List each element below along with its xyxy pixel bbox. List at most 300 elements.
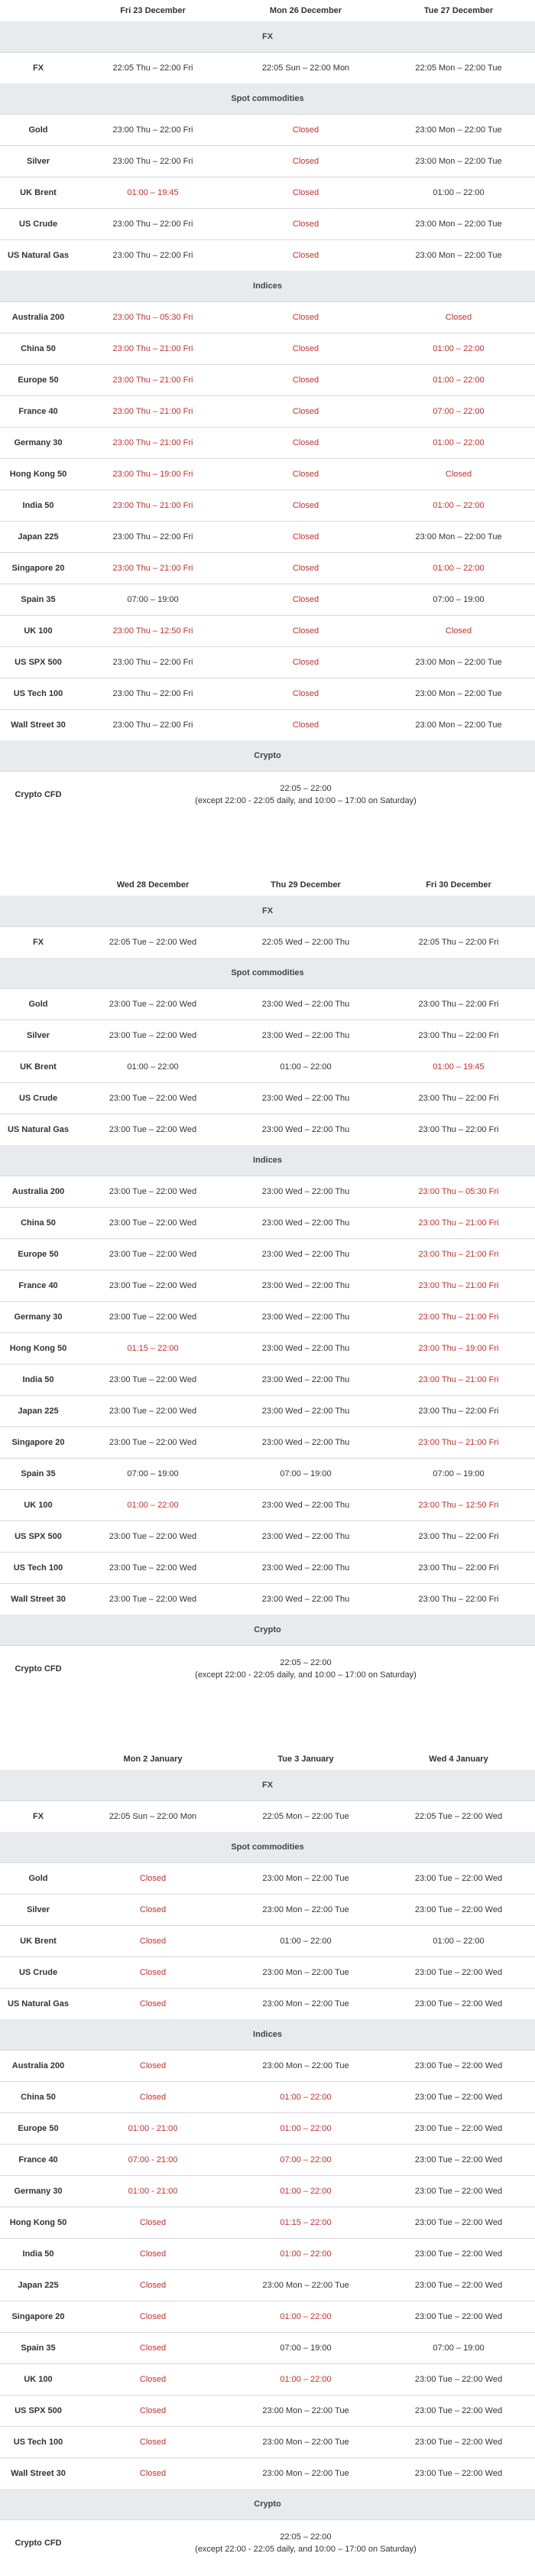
row-label: UK Brent [0,1926,76,1957]
table-row-australia-200 [0,2051,535,2082]
category-row-crypto [0,1615,535,1646]
table-row-singapore-20 [0,2301,535,2333]
row-label: Gold [0,115,76,146]
trading-hours: 23:00 Wed – 22:00 Thu [229,1553,382,1584]
trading-hours: 23:00 Tue – 22:00 Wed [382,2458,535,2490]
table-row-silver [0,1020,535,1052]
table-row-gold [0,1863,535,1895]
trading-hours-changed: Closed [229,584,382,616]
crypto-hours-main: 22:05 – 22:00 [280,1658,332,1667]
trading-hours: 23:00 Tue – 22:00 Wed [76,1364,229,1396]
trading-hours-changed: 23:00 Thu – 21:00 Fri [382,1302,535,1333]
trading-hours-changed: Closed [76,2333,229,2364]
row-label: Australia 200 [0,302,76,333]
table-row-europe-50 [0,365,535,396]
row-label: Wall Street 30 [0,710,76,741]
trading-hours-changed: Closed [229,710,382,741]
category-label: FX [0,1770,535,1801]
trading-hours-changed: 23:00 Thu – 21:00 Fri [76,396,229,428]
trading-hours-changed: Closed [76,2301,229,2333]
category-label: Indices [0,271,535,302]
trading-hours-changed: Closed [76,2270,229,2301]
trading-hours-changed: Closed [76,1926,229,1957]
trading-hours: 23:00 Tue – 22:00 Wed [76,1239,229,1270]
table-row-gold [0,989,535,1020]
trading-hours-changed: 01:00 – 22:00 [229,2176,382,2207]
trading-hours: 23:00 Tue – 22:00 Wed [76,1083,229,1114]
trading-hours-changed: 07:00 – 22:00 [382,396,535,428]
row-label: US Natural Gas [0,240,76,272]
row-label: Gold [0,1863,76,1895]
row-label: Spain 35 [0,1459,76,1490]
trading-hours: 22:05 Mon – 22:00 Tue [229,1801,382,1833]
row-label: Japan 225 [0,2270,76,2301]
trading-hours: 23:00 Thu – 22:00 Fri [382,1114,535,1146]
trading-hours-changed: Closed [229,209,382,240]
trading-hours: 23:00 Wed – 22:00 Thu [229,1239,382,1270]
row-label: Wall Street 30 [0,1584,76,1615]
table-row-silver [0,1895,535,1926]
date-header: Wed 28 December [116,880,190,890]
trading-hours-changed: Closed [76,2207,229,2239]
crypto-hours [76,772,535,818]
category-label: FX [0,896,535,927]
trading-hours: 23:00 Mon – 22:00 Tue [382,522,535,553]
trading-hours-changed: Closed [382,302,535,333]
category-row-indices [0,271,535,302]
category-label: Indices [0,1145,535,1176]
trading-hours: 23:00 Wed – 22:00 Thu [229,1490,382,1521]
table-row-australia-200 [0,1176,535,1208]
trading-hours: 22:05 Tue – 22:00 Wed [382,1801,535,1833]
trading-hours: 23:00 Tue – 22:00 Wed [382,1895,535,1926]
trading-hours-changed: Closed [76,2458,229,2490]
trading-hours: 23:00 Thu – 22:00 Fri [382,1020,535,1052]
trading-hours: 23:00 Thu – 22:00 Fri [76,146,229,177]
trading-hours-changed: Closed [76,1989,229,2020]
trading-hours: 23:00 Mon – 22:00 Tue [382,710,535,741]
trading-hours-changed: 01:00 – 19:45 [382,1052,535,1083]
date-header: Fri 30 December [426,880,491,890]
trading-hours-changed: Closed [76,2082,229,2113]
table-row-uk-100 [0,616,535,647]
category-row-crypto [0,740,535,772]
trading-hours: 23:00 Tue – 22:00 Wed [382,2082,535,2113]
trading-hours: 23:00 Mon – 22:00 Tue [229,1863,382,1895]
trading-hours: 23:00 Wed – 22:00 Thu [229,1270,382,1302]
table-row-wall-street-30 [0,710,535,741]
trading-hours-changed: Closed [229,616,382,647]
trading-hours-changed: Closed [229,146,382,177]
trading-hours-changed: 01:15 – 22:00 [229,2207,382,2239]
trading-hours-changed: 01:15 – 22:00 [76,1333,229,1364]
trading-hours: 23:00 Wed – 22:00 Thu [229,1302,382,1333]
trading-hours-changed: Closed [229,240,382,272]
table-row-us-spx-500 [0,2395,535,2427]
trading-hours: 07:00 – 19:00 [76,1459,229,1490]
row-label: Germany 30 [0,428,76,459]
trading-hours-changed: 23:00 Thu – 21:00 Fri [76,365,229,396]
table-row-france-40 [0,396,535,428]
trading-hours: 23:00 Wed – 22:00 Thu [229,1333,382,1364]
table-row-uk-brent [0,177,535,209]
row-label: US Crude [0,209,76,240]
table-row-wall-street-30 [0,1584,535,1615]
trading-hours: 23:00 Tue – 22:00 Wed [76,1584,229,1615]
trading-hours: 01:00 – 22:00 [382,177,535,209]
table-row-spain-35 [0,1459,535,1490]
trading-hours-changed: 01:00 – 22:00 [76,1490,229,1521]
row-label: Wall Street 30 [0,2458,76,2490]
crypto-hours [76,2520,535,2567]
trading-hours-changed: 01:00 - 21:00 [76,2176,229,2207]
category-label: FX [0,21,535,53]
trading-hours: 23:00 Tue – 22:00 Wed [76,1521,229,1553]
table-row-uk-100 [0,1490,535,1521]
table-row-australia-200 [0,302,535,333]
trading-hours: 23:00 Wed – 22:00 Thu [229,1176,382,1208]
row-label: Hong Kong 50 [0,459,76,490]
row-label: Japan 225 [0,522,76,553]
category-row-fx [0,1770,535,1801]
trading-hours: 23:00 Mon – 22:00 Tue [229,1957,382,1989]
row-label: Crypto CFD [0,772,76,818]
trading-hours-changed: Closed [76,2395,229,2427]
trading-hours-changed: Closed [229,490,382,522]
trading-hours-changed: 07:00 - 21:00 [76,2145,229,2176]
trading-hours: 23:00 Wed – 22:00 Thu [229,1364,382,1396]
row-label: US Crude [0,1083,76,1114]
trading-hours-changed: Closed [229,396,382,428]
trading-hours-changed: 23:00 Thu – 21:00 Fri [382,1427,535,1459]
row-label: Crypto CFD [0,2520,76,2567]
table-row-us-tech-100 [0,678,535,710]
trading-hours-changed: 23:00 Thu – 21:00 Fri [382,1364,535,1396]
category-label: Spot commodities [0,958,535,989]
table-row-wall-street-30 [0,2458,535,2490]
trading-hours-changed: 23:00 Thu – 21:00 Fri [382,1239,535,1270]
table-row-india-50 [0,2239,535,2270]
trading-hours: 23:00 Mon – 22:00 Tue [229,2427,382,2458]
table-row-india-50 [0,1364,535,1396]
crypto-hours-exception: (except 22:00 - 22:05 daily, and 10:00 – 17:00 on Saturday) [195,2545,417,2554]
category-row-spot-commodities [0,83,535,115]
header-blank [0,0,76,21]
trading-hours: 01:00 – 22:00 [382,1926,535,1957]
row-label: Spain 35 [0,584,76,616]
date-header: Tue 27 December [423,6,494,15]
table-row-crypto-cfd [0,2520,535,2567]
table-row-crypto-cfd [0,1646,535,1693]
trading-hours-changed: Closed [229,177,382,209]
trading-hours-changed: Closed [382,459,535,490]
table-row-japan-225 [0,522,535,553]
trading-hours: 23:00 Wed – 22:00 Thu [229,1521,382,1553]
trading-hours: 07:00 – 19:00 [229,1459,382,1490]
table-row-hong-kong-50 [0,459,535,490]
category-row-crypto [0,2489,535,2520]
trading-hours-changed: 01:00 – 19:45 [76,177,229,209]
row-label: Japan 225 [0,1396,76,1427]
trading-hours: 23:00 Tue – 22:00 Wed [382,2395,535,2427]
trading-hours-changed: 01:00 – 22:00 [382,553,535,584]
row-label: US SPX 500 [0,2395,76,2427]
trading-hours: 23:00 Tue – 22:00 Wed [382,2051,535,2082]
date-header: Tue 3 January [277,1755,334,1764]
schedule-section-3 [0,1748,535,2566]
trading-hours: 23:00 Tue – 22:00 Wed [382,2301,535,2333]
trading-hours-changed: 23:00 Thu – 21:00 Fri [382,1208,535,1239]
table-row-japan-225 [0,2270,535,2301]
table-row-europe-50 [0,2113,535,2145]
crypto-hours-exception: (except 22:00 - 22:05 daily, and 10:00 – 17:00 on Saturday) [195,1670,417,1680]
trading-hours: 23:00 Tue – 22:00 Wed [382,2364,535,2395]
trading-hours-changed: Closed [76,1895,229,1926]
header-row [0,0,535,21]
trading-hours: 23:00 Tue – 22:00 Wed [76,1208,229,1239]
row-label: Germany 30 [0,2176,76,2207]
trading-hours: 23:00 Tue – 22:00 Wed [382,1957,535,1989]
row-label: UK Brent [0,177,76,209]
table-row-silver [0,146,535,177]
trading-hours-changed: 23:00 Thu – 21:00 Fri [76,333,229,365]
table-row-spain-35 [0,2333,535,2364]
row-label: China 50 [0,2082,76,2113]
table-row-fx [0,927,535,958]
trading-hours-changed: Closed [382,616,535,647]
header-row [0,1748,535,1770]
table-row-japan-225 [0,1396,535,1427]
trading-hours: 23:00 Mon – 22:00 Tue [229,1989,382,2020]
trading-hours-changed: 23:00 Thu – 21:00 Fri [76,490,229,522]
crypto-hours-main: 22:05 – 22:00 [280,784,332,793]
table-row-france-40 [0,2145,535,2176]
trading-hours: 22:05 Wed – 22:00 Thu [229,927,382,958]
trading-hours: 01:00 – 22:00 [76,1052,229,1083]
trading-hours: 23:00 Mon – 22:00 Tue [382,678,535,710]
trading-hours: 22:05 Tue – 22:00 Wed [76,927,229,958]
trading-hours: 23:00 Tue – 22:00 Wed [382,2145,535,2176]
trading-hours-changed: Closed [76,2364,229,2395]
trading-hours-changed: 01:00 - 21:00 [76,2113,229,2145]
date-header: Fri 23 December [120,6,186,15]
trading-hours: 23:00 Mon – 22:00 Tue [382,146,535,177]
table-row-us-natural-gas [0,1114,535,1146]
trading-hours: 23:00 Mon – 22:00 Tue [229,1895,382,1926]
schedule-table [0,874,535,1692]
trading-hours: 23:00 Thu – 22:00 Fri [76,240,229,272]
trading-hours: 07:00 – 19:00 [382,2333,535,2364]
row-label: US Tech 100 [0,678,76,710]
trading-hours-changed: 01:00 – 22:00 [229,2113,382,2145]
trading-hours: 23:00 Mon – 22:00 Tue [229,2458,382,2490]
category-label: Indices [0,2019,535,2051]
date-header: Thu 29 December [271,880,341,890]
trading-hours: 23:00 Wed – 22:00 Thu [229,1427,382,1459]
row-label: FX [0,1801,76,1833]
table-row-germany-30 [0,1302,535,1333]
row-label: US Natural Gas [0,1989,76,2020]
trading-hours: 23:00 Tue – 22:00 Wed [76,1302,229,1333]
crypto-hours [76,1646,535,1693]
trading-hours-changed: Closed [229,333,382,365]
trading-hours: 23:00 Thu – 22:00 Fri [382,1083,535,1114]
trading-hours-changed: Closed [229,647,382,678]
row-label: US Tech 100 [0,2427,76,2458]
row-label: France 40 [0,1270,76,1302]
table-row-uk-100 [0,2364,535,2395]
trading-hours: 23:00 Tue – 22:00 Wed [76,1176,229,1208]
header-blank [0,1748,76,1770]
trading-hours: 01:00 – 22:00 [229,1052,382,1083]
trading-hours: 23:00 Wed – 22:00 Thu [229,989,382,1020]
trading-hours: 23:00 Tue – 22:00 Wed [382,1989,535,2020]
trading-hours: 23:00 Wed – 22:00 Thu [229,1083,382,1114]
trading-hours: 23:00 Tue – 22:00 Wed [382,2239,535,2270]
trading-hours: 23:00 Mon – 22:00 Tue [382,209,535,240]
row-label: Europe 50 [0,1239,76,1270]
schedule-table [0,1748,535,2566]
trading-hours: 23:00 Thu – 22:00 Fri [382,1553,535,1584]
trading-hours: 23:00 Wed – 22:00 Thu [229,1208,382,1239]
row-label: Germany 30 [0,1302,76,1333]
table-row-china-50 [0,1208,535,1239]
trading-hours-changed: Closed [76,1863,229,1895]
trading-hours: 23:00 Tue – 22:00 Wed [382,2113,535,2145]
row-label: FX [0,53,76,84]
row-label: Australia 200 [0,1176,76,1208]
trading-hours-changed: Closed [76,1957,229,1989]
row-label: France 40 [0,396,76,428]
trading-hours-changed: Closed [229,302,382,333]
trading-hours-changed: 23:00 Thu – 19:00 Fri [382,1333,535,1364]
row-label: Crypto CFD [0,1646,76,1693]
row-label: UK Brent [0,1052,76,1083]
trading-hours-changed: Closed [76,2239,229,2270]
trading-hours: 23:00 Thu – 22:00 Fri [382,989,535,1020]
row-label: France 40 [0,2145,76,2176]
date-header: Wed 4 January [429,1755,488,1764]
row-label: Singapore 20 [0,553,76,584]
category-row-indices [0,2019,535,2051]
table-row-singapore-20 [0,553,535,584]
trading-hours-changed: 01:00 – 22:00 [382,428,535,459]
trading-hours-changed: 23:00 Thu – 05:30 Fri [382,1176,535,1208]
date-header: Mon 26 December [269,6,342,15]
row-label: Europe 50 [0,2113,76,2145]
table-row-singapore-20 [0,1427,535,1459]
table-row-us-crude [0,209,535,240]
table-row-fx [0,53,535,84]
trading-hours: 23:00 Tue – 22:00 Wed [382,1863,535,1895]
row-label: India 50 [0,2239,76,2270]
trading-hours: 23:00 Thu – 22:00 Fri [382,1584,535,1615]
category-row-fx [0,896,535,927]
row-label: Spain 35 [0,2333,76,2364]
trading-hours-changed: 01:00 – 22:00 [229,2082,382,2113]
row-label: India 50 [0,490,76,522]
trading-hours-changed: 23:00 Thu – 12:50 Fri [76,616,229,647]
table-row-us-natural-gas [0,240,535,272]
trading-hours: 23:00 Tue – 22:00 Wed [382,2427,535,2458]
trading-hours: 23:00 Thu – 22:00 Fri [76,209,229,240]
schedule-section-1 [0,0,535,818]
trading-hours-changed: 23:00 Thu – 21:00 Fri [76,553,229,584]
trading-hours: 23:00 Mon – 22:00 Tue [229,2051,382,2082]
table-row-fx [0,1801,535,1833]
trading-hours: 23:00 Mon – 22:00 Tue [382,647,535,678]
table-row-germany-30 [0,428,535,459]
row-label: Silver [0,1895,76,1926]
trading-hours-changed: 01:00 – 22:00 [382,333,535,365]
trading-hours: 23:00 Mon – 22:00 Tue [382,115,535,146]
trading-hours: 23:00 Thu – 22:00 Fri [382,1521,535,1553]
row-label: Silver [0,146,76,177]
trading-hours-changed: 07:00 – 22:00 [229,2145,382,2176]
trading-hours: 22:05 Mon – 22:00 Tue [382,53,535,84]
category-label: Crypto [0,1615,535,1646]
trading-hours-changed: 23:00 Thu – 05:30 Fri [76,302,229,333]
trading-hours: 23:00 Thu – 22:00 Fri [76,115,229,146]
trading-hours: 23:00 Wed – 22:00 Thu [229,1020,382,1052]
row-label: US Tech 100 [0,1553,76,1584]
trading-hours-changed: Closed [229,678,382,710]
row-label: Hong Kong 50 [0,2207,76,2239]
schedule-table [0,0,535,818]
trading-hours-changed: 23:00 Thu – 12:50 Fri [382,1490,535,1521]
trading-hours: 23:00 Wed – 22:00 Thu [229,1114,382,1146]
trading-hours: 23:00 Tue – 22:00 Wed [76,1020,229,1052]
trading-hours: 23:00 Tue – 22:00 Wed [76,1270,229,1302]
row-label: UK 100 [0,616,76,647]
trading-hours-changed: 01:00 – 22:00 [229,2239,382,2270]
row-label: Europe 50 [0,365,76,396]
row-label: UK 100 [0,1490,76,1521]
trading-hours: 23:00 Thu – 22:00 Fri [76,678,229,710]
row-label: US Natural Gas [0,1114,76,1146]
trading-hours: 07:00 – 19:00 [76,584,229,616]
trading-hours: 23:00 Tue – 22:00 Wed [76,989,229,1020]
row-label: Silver [0,1020,76,1052]
trading-hours-changed: Closed [229,459,382,490]
table-row-china-50 [0,2082,535,2113]
header-blank [0,874,76,896]
category-row-spot-commodities [0,1832,535,1863]
trading-hours-changed: Closed [229,115,382,146]
table-row-us-spx-500 [0,1521,535,1553]
trading-hours: 22:05 Sun – 22:00 Mon [229,53,382,84]
trading-hours-changed: Closed [229,428,382,459]
category-row-spot-commodities [0,958,535,989]
row-label: Gold [0,989,76,1020]
row-label: China 50 [0,1208,76,1239]
table-row-france-40 [0,1270,535,1302]
table-row-us-spx-500 [0,647,535,678]
table-row-us-crude [0,1083,535,1114]
category-label: Spot commodities [0,1832,535,1863]
trading-hours: 22:05 Sun – 22:00 Mon [76,1801,229,1833]
header-row [0,874,535,896]
trading-hours-changed: Closed [229,365,382,396]
table-row-germany-30 [0,2176,535,2207]
trading-hours-changed: Closed [229,522,382,553]
trading-hours-changed: Closed [76,2427,229,2458]
table-row-uk-brent [0,1926,535,1957]
table-row-us-natural-gas [0,1989,535,2020]
table-row-crypto-cfd [0,772,535,818]
row-label: China 50 [0,333,76,365]
row-label: US SPX 500 [0,647,76,678]
